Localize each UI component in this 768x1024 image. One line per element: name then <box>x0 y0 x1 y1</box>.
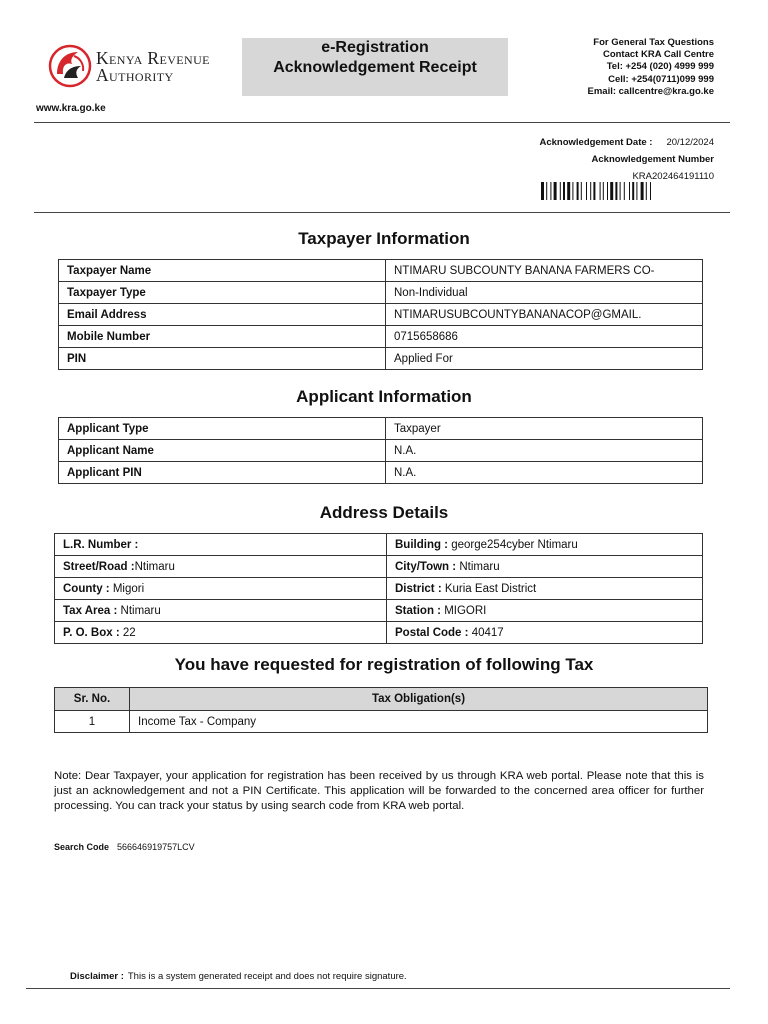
note-paragraph: Note: Dear Taxpayer, your application for registration has been received by us through KRA web portal. Please note that this is just an acknowledgement and not a PIN Certificate. This application will be forwarded to the concerned area officer for further processing. You can track your status by using search code from KRA web portal. <box>54 770 704 812</box>
row-label: PIN <box>59 348 386 370</box>
search-code-value: 566646919757LCV <box>117 842 195 852</box>
cell-label: Street/Road : <box>63 560 135 573</box>
contact-email: Email: callcentre@kra.go.ke <box>587 85 714 97</box>
cell-value: Migori <box>112 582 145 595</box>
cell-value: Ntimaru <box>134 560 175 573</box>
table-row <box>55 556 703 578</box>
table-row <box>59 304 703 326</box>
contact-line: For General Tax Questions <box>593 37 714 48</box>
row-label: Taxpayer Name <box>59 260 386 282</box>
row-label: Mobile Number <box>59 326 386 348</box>
cell-label: District : <box>395 582 442 595</box>
cell-label: Building : <box>395 538 449 551</box>
cell-label: Postal Code : <box>395 626 469 639</box>
table-row <box>59 418 703 440</box>
disclaimer-text: This is a system generated receipt and does not require signature. <box>127 971 407 982</box>
search-code-line <box>54 842 195 852</box>
divider <box>34 212 730 213</box>
disclaimer-label: Disclaimer : <box>70 971 124 982</box>
ack-date-value: 20/12/2024 <box>666 137 714 148</box>
table-row <box>55 578 703 600</box>
table-header-row <box>55 688 708 711</box>
ack-date-label: Acknowledgement Date : <box>539 137 653 148</box>
address-cell <box>387 534 703 556</box>
cell-value: george254cyber Ntimaru <box>451 538 578 551</box>
row-value: N.A. <box>386 440 703 462</box>
table-row <box>59 440 703 462</box>
table-row <box>59 348 703 370</box>
tax-section-title: You have requested for registration of following Tax <box>174 655 594 674</box>
table-row <box>55 711 708 733</box>
obligation-cell: Income Tax - Company <box>130 711 708 733</box>
row-label: Applicant Type <box>59 418 386 440</box>
applicant-section-title: Applicant Information <box>296 387 472 406</box>
logo-line-1: Kenya Revenue <box>96 48 210 68</box>
logo-line-2: Authority <box>96 65 174 85</box>
applicant-table <box>58 417 703 484</box>
row-label: Applicant Name <box>59 440 386 462</box>
address-cell <box>55 556 387 578</box>
row-label: Applicant PIN <box>59 462 386 484</box>
table-row <box>59 462 703 484</box>
contact-line: Cell: +254(0711)099 999 <box>608 73 714 85</box>
address-cell <box>387 600 703 622</box>
barcode-image <box>541 182 709 200</box>
row-label: Taxpayer Type <box>59 282 386 304</box>
lion-emblem-icon <box>48 44 92 88</box>
row-value: NTIMARU SUBCOUNTY BANANA FARMERS CO- <box>386 260 703 282</box>
contact-line: Contact KRA Call Centre <box>602 49 714 61</box>
receipt-title <box>242 38 508 96</box>
ack-number-label: Acknowledgement Number <box>591 154 714 165</box>
row-value: Applied For <box>386 348 703 370</box>
sr-cell: 1 <box>55 711 130 733</box>
contact-line: Tel: +254 (020) 4999 999 <box>606 61 714 73</box>
table-row <box>55 622 703 644</box>
column-header-obligation: Tax Obligation(s) <box>130 688 708 711</box>
column-header-sr: Sr. No. <box>55 688 130 711</box>
address-cell <box>387 556 703 578</box>
row-value: 0715658686 <box>386 326 703 348</box>
kra-logo <box>48 44 234 90</box>
acknowledgement-block <box>539 134 714 185</box>
website-link[interactable]: www.kra.go.ke <box>36 103 106 114</box>
cell-value: Kuria East District <box>444 582 537 595</box>
cell-label: Station : <box>395 604 441 617</box>
title-line-1: e-Registration <box>321 39 429 56</box>
title-line-2: Acknowledgement Receipt <box>273 59 477 76</box>
cell-label: County : <box>63 582 110 595</box>
taxpayer-table <box>58 259 703 370</box>
table-row <box>55 600 703 622</box>
address-cell <box>55 534 387 556</box>
address-cell <box>387 622 703 644</box>
address-cell <box>55 600 387 622</box>
row-value: Non-Individual <box>386 282 703 304</box>
taxpayer-section-title: Taxpayer Information <box>298 229 470 248</box>
cell-label: City/Town : <box>395 560 457 573</box>
divider <box>34 122 730 123</box>
cell-value: Ntimaru <box>459 560 500 573</box>
table-row <box>59 260 703 282</box>
row-label: Email Address <box>59 304 386 326</box>
table-row <box>55 534 703 556</box>
cell-label: P. O. Box : <box>63 626 120 639</box>
cell-value: MIGORI <box>444 604 487 617</box>
cell-value: 22 <box>122 626 136 639</box>
row-value: Taxpayer <box>386 418 703 440</box>
cell-value: Ntimaru <box>120 604 161 617</box>
address-section-title: Address Details <box>319 503 449 522</box>
row-value: NTIMARUSUBCOUNTYBANANACOP@GMAIL. <box>386 304 703 326</box>
cell-label: L.R. Number : <box>63 538 139 551</box>
table-row <box>59 282 703 304</box>
disclaimer-line <box>70 971 407 982</box>
divider <box>26 988 730 989</box>
search-code-label: Search Code <box>54 842 110 852</box>
address-table <box>54 533 703 644</box>
contact-info <box>588 37 715 98</box>
table-row <box>59 326 703 348</box>
address-cell <box>55 578 387 600</box>
cell-value: 40417 <box>471 626 504 639</box>
cell-label: Tax Area : <box>63 604 118 617</box>
ack-number-value: KRA202464191110 <box>632 171 714 182</box>
tax-obligation-table <box>54 687 708 733</box>
address-cell <box>55 622 387 644</box>
address-cell <box>387 578 703 600</box>
row-value: N.A. <box>386 462 703 484</box>
